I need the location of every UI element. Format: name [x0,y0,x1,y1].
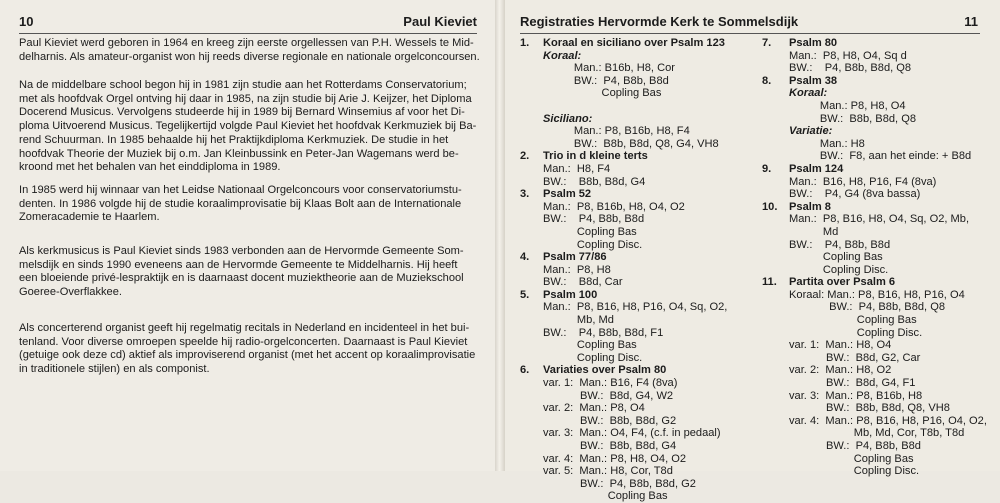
registration-line: BW.: P4, B8b, B8d, F1 [543,326,664,339]
text-line: ploma Uitvoerend Musicus. Tegelijkertijd volgde Paul Kieviet het hoofdvak Kerkmuziek bij Ba- [19,120,477,133]
registration-line: Man.: P8, H8 [543,263,611,276]
registration-line: BW.: B8d, Car [543,276,623,289]
registration-line: var. 3: Man.: O4, F4, (c.f. in pedaal) [543,427,721,440]
registration-subheading: Variatie: [789,125,833,138]
text-line: hoofdvak Theorie der Muziek bij o.m. Jan Kleinbussink en Peter-Jan Wagemans werd be- [19,147,459,160]
registration-line: Man.: H8, F4 [543,162,611,175]
track-title: Psalm 38 [789,74,838,87]
track-number: 4. [520,251,530,264]
registration-line [520,100,765,113]
text-line: denten. In 1986 volgde hij de studie koraalimprovisatie bij Klaas Bolt aan de Internationale [19,197,462,210]
book-gutter [495,0,505,471]
registration-line: var. 4: Man.: P8, H8, O4, O2 [543,452,687,465]
text-line: delharnis. Als amateur-organist won hij reeds diverse regionale en nationale orgelconcoursen. [19,50,480,63]
track-number: 10. [762,200,778,213]
registration-column-1 [520,37,765,503]
track-title: Psalm 52 [543,188,592,201]
track-item [520,251,765,289]
registration-line: BW.: P4, B8b, B8d, G2 [543,477,696,490]
text-line: (getuige ook deze cd) aktief als improviserend organist (met het accent op koraalimprovisatie [19,349,476,362]
registration-line: Copling Bas [789,314,917,327]
text-line: Als concerterend organist geeft hij regelmatig recitals in Nederland en incidenteel in het bui- [19,322,470,334]
track-heading [520,150,765,163]
track-number: 1. [520,37,530,49]
track-heading [762,276,990,289]
text-line: in traditionele stijlen) en als componist. [19,363,210,376]
track-heading [520,188,765,201]
registration-line: BW.: P4, G4 (8va bassa) [789,188,921,201]
text-line: In 1985 werd hij winnaar van het Leidse Nationaal Orgelconcours voor conservatoriumstu- [19,184,462,196]
registration-line: Man.: P8, B16, H8, O4, Sq, O2, Mb, [789,213,970,226]
registration-line: var. 4: Man.: P8, B16, H8, P16, O4, O2, [789,414,987,427]
paragraph [19,79,477,175]
registration-line: Man.: P8, B16b, H8, F4 [543,125,690,138]
track-title: Koraal en siciliano over Psalm 123 [543,37,725,49]
registration-line: Md [789,225,839,238]
text-line: Paul Kieviet werd geboren in 1964 en kreeg zijn eerste orgellessen van P.H. Wessels te Mid- [19,37,474,49]
registration-line: var. 2: Man.: H8, O2 [789,364,892,377]
registration-line: Man.: P8, H8, O4, Sq d [789,49,907,62]
track-number: 7. [762,37,772,49]
track-heading [762,37,990,50]
registration-line: BW.: P4, B8b, B8d [543,213,645,226]
registration-subheading: Koraal: [543,49,582,62]
paragraph [19,245,477,300]
track-heading [762,75,990,88]
registration-line: var. 3: Man.: P8, B16b, H8 [789,389,923,402]
track-item [520,150,765,188]
text-line: Als kerkmusicus is Paul Kieviet sinds 1983 verbonden aan de Hervormde Gemeente Som- [19,245,464,257]
registration-line: BW.: P4, B8b, B8d, Q8 [789,301,945,314]
text-line: tenland. Voor diverse omroepen speelde hij radio-orgelconcerten. Daarnaast is Paul Kieviet [19,335,468,348]
track-title: Variaties over Psalm 80 [543,364,667,377]
paragraph [19,37,480,64]
registration-line: Man.: P8, H8, O4 [789,99,906,112]
registration-line: Copling Bas [543,339,637,352]
track-heading [520,37,765,50]
registration-line: BW.: B8b, B8d, Q8, G4, VH8 [543,137,719,150]
track-number: 5. [520,288,530,301]
right-page [505,0,1000,503]
track-title: Psalm 8 [789,200,831,213]
registration-line: BW.: P4, B8b, B8d [789,238,891,251]
author-header: Paul Kieviet [403,14,477,29]
registration-line: BW.: B8d, G2, Car [789,351,921,364]
registration-line: Man.: P8, B16b, H8, O4, O2 [543,200,685,213]
registration-line: Man.: P8, B16, H8, P16, O4, Sq, O2, [543,301,728,314]
registration-line: var. 2: Man.: P8, O4 [543,402,645,415]
text-line: Zomeracademie te Haarlem. [19,211,160,224]
track-heading [520,251,765,264]
registration-line: Copling Disc. [789,465,920,478]
text-line: Na de middelbare school begon hij in 1981 zijn studie aan het Rotterdams Conservatorium; [19,79,467,91]
track-title: Psalm 124 [789,162,844,175]
registration-line: BW.: B8d, G4, W2 [543,389,674,402]
track-title: Psalm 100 [543,288,598,301]
track-title: Psalm 77/86 [543,251,607,264]
text-line: Docerend Musicus. Vervolgens studeerde hij in 1989 bij Bernard Winsemius af voor het Di- [19,106,465,119]
text-line: een bloeiende privé-lespraktijk en is daarnaast docent muziektheorie aan de Muziekschool [19,272,464,285]
registration-line: Copling Bas [543,225,637,238]
registration-column-2 [762,37,990,478]
paragraph [19,322,477,377]
track-item [520,188,765,251]
registration-line: Copling Bas [543,87,662,100]
header-rule [19,33,477,34]
registration-line: BW.: F8, aan het einde: + B8d [789,150,972,163]
track-item [762,276,990,478]
track-number: 11. [762,276,777,289]
text-line: kroond met het behalen van het einddiploma in 1989. [19,161,281,174]
header-rule [520,33,980,34]
registration-line: Man.: H8 [789,137,865,150]
text-line: rend Schuurman. In 1985 behaalde hij het Praktijkdiploma Kerkmuziek. De studie in het [19,133,449,146]
registration-line: Mb, Md [543,314,614,327]
registration-line: Copling Disc. [789,263,889,276]
registration-line: Man.: B16b, H8, Cor [543,62,675,75]
registration-line: Copling Bas [789,452,914,465]
page-number-right: 11 [964,14,978,29]
track-title: Trio in d kleine terts [543,150,648,163]
registration-line: Copling Disc. [543,351,643,364]
registration-line: BW.: B8b, B8d, G2 [543,414,677,427]
track-number: 6. [520,364,530,377]
registration-line: BW.: P4, B8b, B8d [543,74,669,87]
registration-line: BW.: B8b, B8d, Q8 [789,112,917,125]
registration-line: Copling Disc. [543,238,643,251]
registration-line: Mb, Md, Cor, T8b, T8d [789,427,965,440]
registration-line: var. 5: Man.: H8, Cor, T8d [543,465,673,478]
registration-line: Copling Disc. [789,326,923,339]
left-page [0,0,495,471]
track-number: 3. [520,188,530,201]
track-title: Psalm 80 [789,37,838,49]
text-line: Goeree-Overflakkee. [19,286,122,299]
track-heading [762,201,990,214]
registration-line: Copling Bas [543,490,668,503]
text-line: met als hoofdvak Orgel ontving hij daar in 1985, na zijn studie bij Arie J. Keijzer, het Diploma [19,92,472,105]
registration-line: BW.: B8b, B8d, Q8, VH8 [789,402,950,415]
track-heading [762,163,990,176]
track-number: 2. [520,150,530,163]
registration-line: BW.: P4, B8b, B8d [789,440,921,452]
registration-line: BW.: P4, B8b, B8d, Q8 [789,62,912,75]
registration-line: var. 1: Man.: H8, O4 [789,339,892,352]
page-number-left: 10 [19,14,34,29]
registration-line: Koraal: Man.: P8, B16, H8, P16, O4 [789,288,965,301]
track-item [520,289,765,365]
track-heading [520,364,765,377]
track-heading [520,289,765,302]
registration-line: BW.: B8b, B8d, G4 [543,175,646,188]
registration-line: Copling Bas [789,251,883,264]
track-number: 9. [762,162,772,175]
registration-line: Man.: B16, H8, P16, F4 (8va) [789,175,937,188]
text-line: melsdijk en sinds 1990 eveneens aan de Hervormde Gemeente te Middelharnis. Hij heeft [19,258,458,271]
registration-subheading: Koraal: [789,87,828,100]
track-item [762,163,990,201]
track-item [762,201,990,277]
track-item [762,37,990,75]
paragraph [19,184,477,225]
track-item [762,75,990,163]
track-item [520,364,765,503]
track-number: 8. [762,74,772,87]
registration-line: BW.: B8d, G4, F1 [789,377,916,390]
registration-subheading: Siciliano: [543,112,593,125]
registrations-title: Registraties Hervormde Kerk te Sommelsdijk [520,14,799,29]
track-title: Partita over Psalm 6 [789,276,896,289]
registration-line: var. 1: Man.: B16, F4 (8va) [543,377,678,390]
registration-line: BW.: B8b, B8d, G4 [543,440,677,452]
track-item [520,37,765,150]
